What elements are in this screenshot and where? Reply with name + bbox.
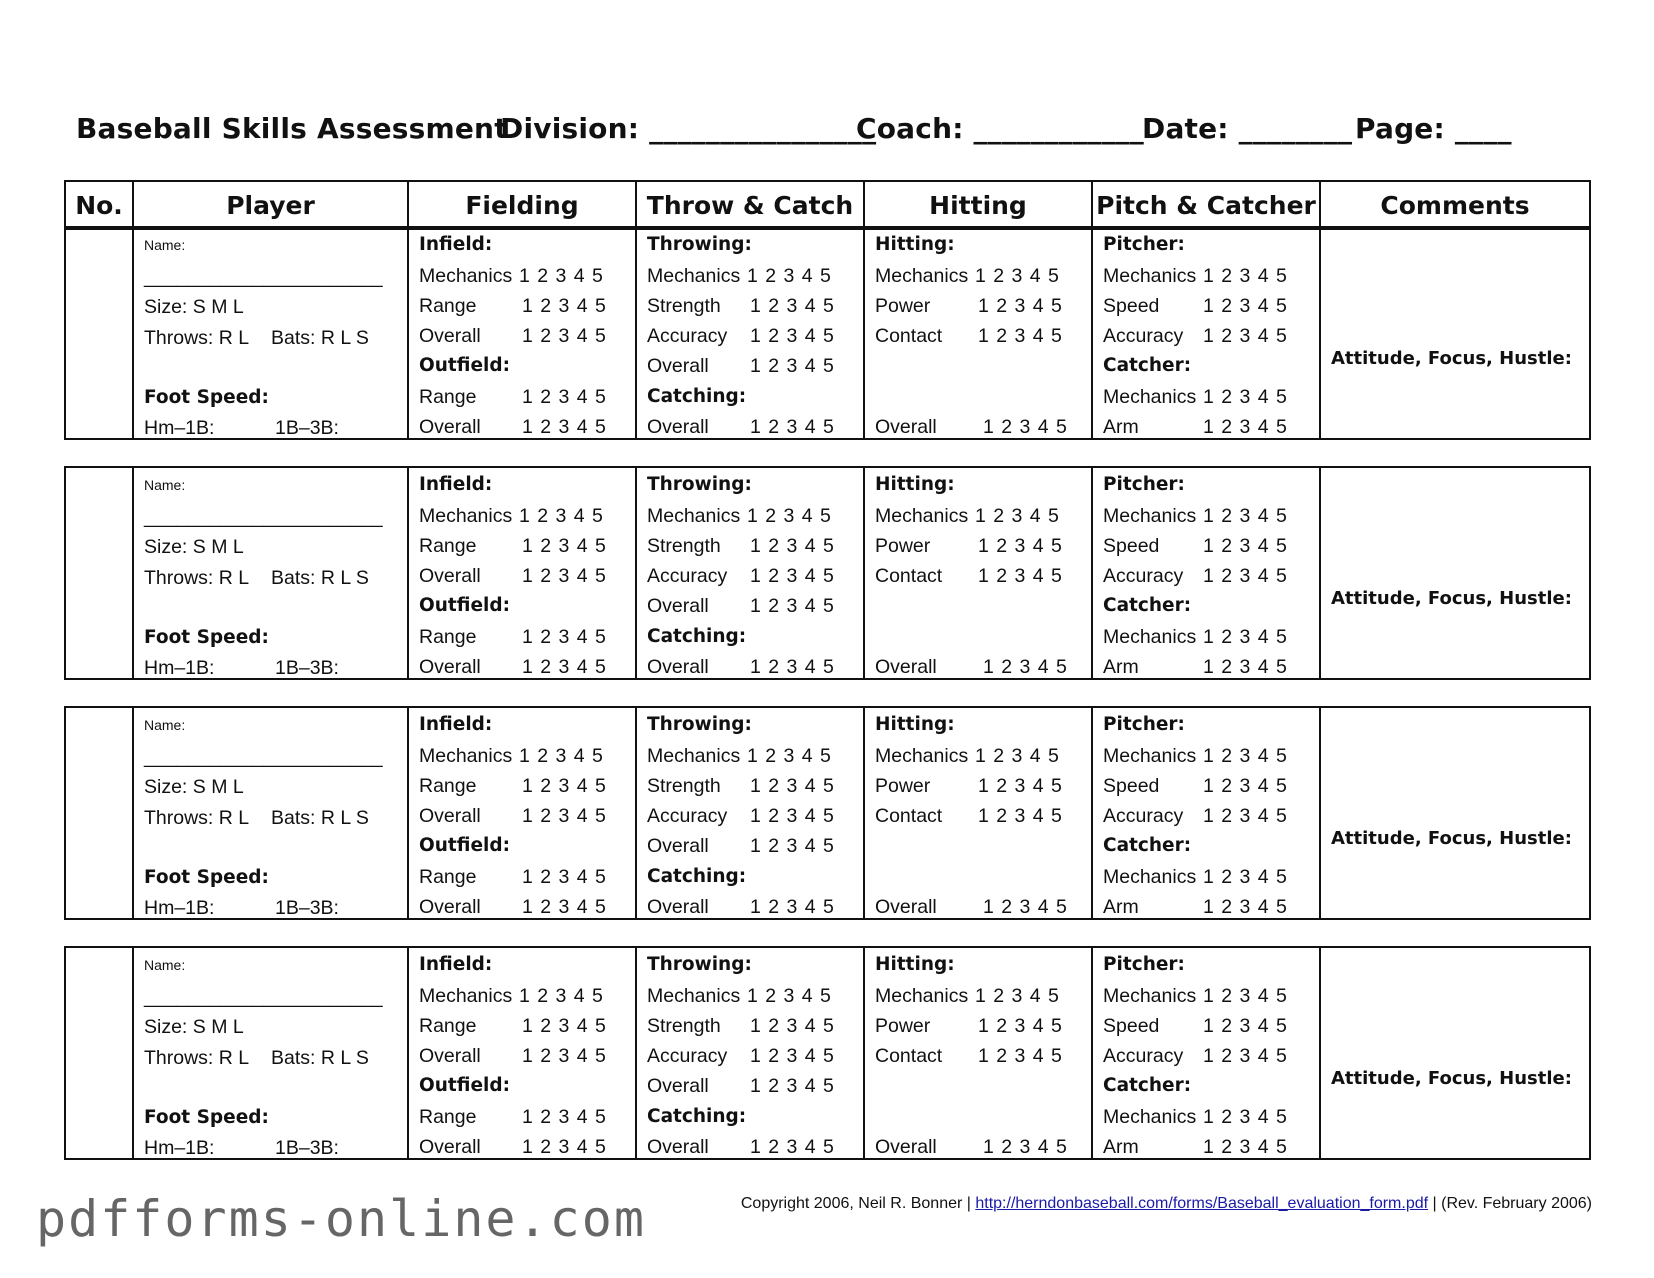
catcher-arm-label: Arm bbox=[1103, 656, 1139, 678]
attitude-focus-hustle-label: Attitude, Focus, Hustle: bbox=[1331, 1068, 1572, 1089]
throws-options[interactable]: Throws: R L bbox=[144, 567, 250, 589]
pitcher-accuracy-label: Accuracy bbox=[1103, 805, 1184, 827]
pitcher-accuracy-rating[interactable]: 1 2 3 4 5 bbox=[1203, 1045, 1288, 1067]
infield-range-rating[interactable]: 1 2 3 4 5 bbox=[522, 1015, 607, 1037]
throwing-label: Throwing: bbox=[647, 234, 752, 255]
player-number-cell[interactable] bbox=[65, 227, 133, 439]
hitting-mechanics-label: Mechanics bbox=[875, 265, 969, 287]
hitting-mechanics-rating[interactable]: 1 2 3 4 5 bbox=[975, 505, 1060, 527]
catching-overall-rating[interactable]: 1 2 3 4 5 bbox=[750, 656, 835, 678]
catching-overall-rating[interactable]: 1 2 3 4 5 bbox=[750, 1136, 835, 1158]
name-label: Name: bbox=[144, 237, 186, 253]
size-options[interactable]: Size: S M L bbox=[144, 1016, 244, 1038]
col-player: Player bbox=[133, 181, 408, 229]
hitting-label: Hitting: bbox=[875, 474, 955, 495]
infield-range-label: Range bbox=[419, 295, 477, 317]
infield-label: Infield: bbox=[419, 954, 493, 975]
attitude-focus-hustle-label: Attitude, Focus, Hustle: bbox=[1331, 348, 1572, 369]
form-url-link[interactable]: http://herndonbaseball.com/forms/Baseball_evaluation_form.pdf bbox=[975, 1195, 1429, 1212]
hitting-cell bbox=[864, 947, 1092, 1159]
size-options[interactable]: Size: S M L bbox=[144, 776, 244, 798]
hitting-overall-rating[interactable]: 1 2 3 4 5 bbox=[983, 416, 1068, 438]
watermark: pdfforms-online.com bbox=[36, 1190, 646, 1248]
pitcher-label: Pitcher: bbox=[1103, 714, 1185, 735]
infield-overall-rating[interactable]: 1 2 3 4 5 bbox=[522, 325, 607, 347]
throwing-mechanics-rating[interactable]: 1 2 3 4 5 bbox=[747, 265, 832, 287]
footer bbox=[741, 1195, 1592, 1213]
name-input-line[interactable]: ______________________ bbox=[144, 986, 383, 1008]
pitch-catcher-cell bbox=[1092, 227, 1320, 439]
infield-mechanics-label: Mechanics bbox=[419, 505, 513, 527]
foot-speed-label: Foot Speed: bbox=[144, 1107, 269, 1128]
throwing-overall-rating[interactable]: 1 2 3 4 5 bbox=[750, 835, 835, 857]
player-info-cell bbox=[133, 707, 408, 919]
infield-mechanics-rating[interactable]: 1 2 3 4 5 bbox=[519, 265, 604, 287]
outfield-overall-label: Overall bbox=[419, 1136, 481, 1158]
hitting-contact-rating[interactable]: 1 2 3 4 5 bbox=[978, 325, 1063, 347]
name-input-line[interactable]: ______________________ bbox=[144, 746, 383, 768]
pitcher-label: Pitcher: bbox=[1103, 474, 1185, 495]
size-options[interactable]: Size: S M L bbox=[144, 296, 244, 318]
outfield-range-label: Range bbox=[419, 626, 477, 648]
throwing-strength-rating[interactable]: 1 2 3 4 5 bbox=[750, 1015, 835, 1037]
name-label: Name: bbox=[144, 477, 186, 493]
division-field[interactable]: Division: ________________ bbox=[500, 112, 877, 145]
hitting-overall-label: Overall bbox=[875, 416, 937, 438]
hitting-power-rating[interactable]: 1 2 3 4 5 bbox=[978, 1015, 1063, 1037]
throwing-strength-rating[interactable]: 1 2 3 4 5 bbox=[750, 535, 835, 557]
catching-label: Catching: bbox=[647, 386, 747, 407]
hitting-contact-label: Contact bbox=[875, 805, 943, 827]
catcher-arm-label: Arm bbox=[1103, 416, 1139, 438]
comments-cell[interactable] bbox=[1320, 947, 1590, 1159]
hm-1b-field[interactable]: Hm–1B: bbox=[144, 417, 215, 439]
catching-overall-label: Overall bbox=[647, 656, 709, 678]
catcher-mechanics-label: Mechanics bbox=[1103, 386, 1197, 408]
date-field[interactable]: Date: ________ bbox=[1142, 112, 1353, 145]
outfield-range-label: Range bbox=[419, 866, 477, 888]
infield-overall-rating[interactable]: 1 2 3 4 5 bbox=[522, 805, 607, 827]
hitting-contact-rating[interactable]: 1 2 3 4 5 bbox=[978, 805, 1063, 827]
throw-catch-cell bbox=[636, 467, 864, 679]
fielding-cell bbox=[408, 227, 636, 439]
pitch-catcher-cell bbox=[1092, 707, 1320, 919]
throwing-overall-rating[interactable]: 1 2 3 4 5 bbox=[750, 1075, 835, 1097]
throwing-mechanics-label: Mechanics bbox=[647, 505, 741, 527]
throwing-strength-rating[interactable]: 1 2 3 4 5 bbox=[750, 775, 835, 797]
pitch-catcher-cell bbox=[1092, 467, 1320, 679]
form-title: Baseball Skills Assessment bbox=[76, 112, 508, 145]
catcher-mechanics-rating[interactable]: 1 2 3 4 5 bbox=[1203, 386, 1288, 408]
size-options[interactable]: Size: S M L bbox=[144, 536, 244, 558]
pitch-catcher-cell bbox=[1092, 947, 1320, 1159]
pitcher-mechanics-label: Mechanics bbox=[1103, 745, 1197, 767]
col-comments: Comments bbox=[1320, 181, 1590, 229]
catcher-label: Catcher: bbox=[1103, 835, 1192, 856]
throwing-overall-label: Overall bbox=[647, 1075, 709, 1097]
catching-overall-rating[interactable]: 1 2 3 4 5 bbox=[750, 416, 835, 438]
throwing-overall-label: Overall bbox=[647, 355, 709, 377]
coach-field[interactable]: Coach: ____________ bbox=[856, 112, 1144, 145]
hitting-power-label: Power bbox=[875, 295, 931, 317]
hm-1b-field[interactable]: Hm–1B: bbox=[144, 1137, 215, 1159]
player-number-cell[interactable] bbox=[65, 947, 133, 1159]
infield-overall-label: Overall bbox=[419, 325, 481, 347]
infield-mechanics-rating[interactable]: 1 2 3 4 5 bbox=[519, 985, 604, 1007]
throwing-accuracy-label: Accuracy bbox=[647, 805, 728, 827]
infield-mechanics-label: Mechanics bbox=[419, 985, 513, 1007]
hitting-contact-label: Contact bbox=[875, 565, 943, 587]
catcher-mechanics-label: Mechanics bbox=[1103, 866, 1197, 888]
pitcher-mechanics-label: Mechanics bbox=[1103, 505, 1197, 527]
1b-3b-field[interactable]: 1B–3B: bbox=[275, 1137, 339, 1159]
pitcher-mechanics-label: Mechanics bbox=[1103, 985, 1197, 1007]
throwing-overall-rating[interactable]: 1 2 3 4 5 bbox=[750, 355, 835, 377]
catcher-arm-rating[interactable]: 1 2 3 4 5 bbox=[1203, 896, 1288, 918]
hitting-mechanics-label: Mechanics bbox=[875, 745, 969, 767]
form-header bbox=[76, 112, 1596, 152]
hitting-contact-rating[interactable]: 1 2 3 4 5 bbox=[978, 565, 1063, 587]
infield-range-label: Range bbox=[419, 535, 477, 557]
throws-options[interactable]: Throws: R L bbox=[144, 327, 250, 349]
infield-overall-rating[interactable]: 1 2 3 4 5 bbox=[522, 565, 607, 587]
name-input-line[interactable]: ______________________ bbox=[144, 266, 383, 288]
pitcher-accuracy-rating[interactable]: 1 2 3 4 5 bbox=[1203, 805, 1288, 827]
column-header-row bbox=[64, 180, 1591, 230]
page-field[interactable]: Page: ____ bbox=[1355, 112, 1512, 145]
fielding-cell bbox=[408, 947, 636, 1159]
outfield-label: Outfield: bbox=[419, 355, 510, 376]
pitcher-accuracy-rating[interactable]: 1 2 3 4 5 bbox=[1203, 325, 1288, 347]
infield-overall-label: Overall bbox=[419, 805, 481, 827]
throwing-accuracy-rating[interactable]: 1 2 3 4 5 bbox=[750, 565, 835, 587]
throw-catch-cell bbox=[636, 947, 864, 1159]
throwing-strength-label: Strength bbox=[647, 1015, 721, 1037]
outfield-overall-rating[interactable]: 1 2 3 4 5 bbox=[522, 896, 607, 918]
throwing-accuracy-label: Accuracy bbox=[647, 565, 728, 587]
player-assessment-block bbox=[64, 706, 1591, 920]
outfield-range-rating[interactable]: 1 2 3 4 5 bbox=[522, 386, 607, 408]
hitting-contact-label: Contact bbox=[875, 325, 943, 347]
hitting-cell bbox=[864, 467, 1092, 679]
catching-label: Catching: bbox=[647, 1106, 747, 1127]
catcher-label: Catcher: bbox=[1103, 1075, 1192, 1096]
throwing-overall-label: Overall bbox=[647, 835, 709, 857]
hitting-contact-label: Contact bbox=[875, 1045, 943, 1067]
infield-mechanics-label: Mechanics bbox=[419, 745, 513, 767]
comments-cell[interactable] bbox=[1320, 707, 1590, 919]
outfield-overall-label: Overall bbox=[419, 656, 481, 678]
pitcher-speed-label: Speed bbox=[1103, 1015, 1160, 1037]
attitude-focus-hustle-label: Attitude, Focus, Hustle: bbox=[1331, 588, 1572, 609]
player-info-cell bbox=[133, 227, 408, 439]
infield-overall-label: Overall bbox=[419, 1045, 481, 1067]
pitcher-accuracy-label: Accuracy bbox=[1103, 565, 1184, 587]
throwing-overall-rating[interactable]: 1 2 3 4 5 bbox=[750, 595, 835, 617]
catcher-mechanics-rating[interactable]: 1 2 3 4 5 bbox=[1203, 626, 1288, 648]
hitting-power-rating[interactable]: 1 2 3 4 5 bbox=[978, 775, 1063, 797]
outfield-overall-label: Overall bbox=[419, 416, 481, 438]
pitcher-mechanics-rating[interactable]: 1 2 3 4 5 bbox=[1203, 505, 1288, 527]
throwing-strength-rating[interactable]: 1 2 3 4 5 bbox=[750, 295, 835, 317]
player-assessment-block bbox=[64, 226, 1591, 440]
pitcher-speed-rating[interactable]: 1 2 3 4 5 bbox=[1203, 295, 1288, 317]
pitcher-mechanics-rating[interactable]: 1 2 3 4 5 bbox=[1203, 745, 1288, 767]
outfield-overall-label: Overall bbox=[419, 896, 481, 918]
pitcher-speed-rating[interactable]: 1 2 3 4 5 bbox=[1203, 535, 1288, 557]
outfield-range-label: Range bbox=[419, 386, 477, 408]
hitting-power-label: Power bbox=[875, 775, 931, 797]
catcher-mechanics-label: Mechanics bbox=[1103, 1106, 1197, 1128]
catching-overall-label: Overall bbox=[647, 896, 709, 918]
throwing-mechanics-rating[interactable]: 1 2 3 4 5 bbox=[747, 505, 832, 527]
hm-1b-field[interactable]: Hm–1B: bbox=[144, 657, 215, 679]
infield-label: Infield: bbox=[419, 474, 493, 495]
infield-range-rating[interactable]: 1 2 3 4 5 bbox=[522, 295, 607, 317]
catcher-mechanics-label: Mechanics bbox=[1103, 626, 1197, 648]
catching-label: Catching: bbox=[647, 866, 747, 887]
throwing-accuracy-label: Accuracy bbox=[647, 325, 728, 347]
col-throw-catch: Throw & Catch bbox=[636, 181, 864, 229]
outfield-label: Outfield: bbox=[419, 595, 510, 616]
hitting-power-label: Power bbox=[875, 535, 931, 557]
attitude-focus-hustle-label: Attitude, Focus, Hustle: bbox=[1331, 828, 1572, 849]
hitting-power-label: Power bbox=[875, 1015, 931, 1037]
pitcher-accuracy-label: Accuracy bbox=[1103, 325, 1184, 347]
pitcher-mechanics-rating[interactable]: 1 2 3 4 5 bbox=[1203, 985, 1288, 1007]
throws-options[interactable]: Throws: R L bbox=[144, 1047, 250, 1069]
copyright-text: Copyright 2006, Neil R. Bonner | bbox=[740, 1195, 976, 1212]
throwing-label: Throwing: bbox=[647, 954, 752, 975]
outfield-label: Outfield: bbox=[419, 1075, 510, 1096]
hitting-mechanics-rating[interactable]: 1 2 3 4 5 bbox=[975, 265, 1060, 287]
hitting-overall-label: Overall bbox=[875, 896, 937, 918]
throwing-strength-label: Strength bbox=[647, 295, 721, 317]
catcher-mechanics-rating[interactable]: 1 2 3 4 5 bbox=[1203, 866, 1288, 888]
bats-options[interactable]: Bats: R L S bbox=[271, 327, 369, 349]
infield-mechanics-rating[interactable]: 1 2 3 4 5 bbox=[519, 505, 604, 527]
infield-label: Infield: bbox=[419, 714, 493, 735]
catcher-mechanics-rating[interactable]: 1 2 3 4 5 bbox=[1203, 1106, 1288, 1128]
throwing-accuracy-rating[interactable]: 1 2 3 4 5 bbox=[750, 805, 835, 827]
col-hitting: Hitting bbox=[864, 181, 1092, 229]
infield-range-rating[interactable]: 1 2 3 4 5 bbox=[522, 535, 607, 557]
fielding-cell bbox=[408, 707, 636, 919]
hitting-label: Hitting: bbox=[875, 714, 955, 735]
hitting-overall-rating[interactable]: 1 2 3 4 5 bbox=[983, 1136, 1068, 1158]
hitting-overall-label: Overall bbox=[875, 656, 937, 678]
player-info-cell bbox=[133, 467, 408, 679]
pitcher-label: Pitcher: bbox=[1103, 234, 1185, 255]
hitting-mechanics-label: Mechanics bbox=[875, 985, 969, 1007]
pitcher-speed-label: Speed bbox=[1103, 295, 1160, 317]
pitcher-label: Pitcher: bbox=[1103, 954, 1185, 975]
pitcher-speed-label: Speed bbox=[1103, 775, 1160, 797]
catcher-label: Catcher: bbox=[1103, 355, 1192, 376]
throwing-mechanics-label: Mechanics bbox=[647, 745, 741, 767]
outfield-overall-rating[interactable]: 1 2 3 4 5 bbox=[522, 416, 607, 438]
outfield-overall-rating[interactable]: 1 2 3 4 5 bbox=[522, 656, 607, 678]
throwing-mechanics-rating[interactable]: 1 2 3 4 5 bbox=[747, 985, 832, 1007]
throwing-accuracy-rating[interactable]: 1 2 3 4 5 bbox=[750, 325, 835, 347]
pitcher-accuracy-rating[interactable]: 1 2 3 4 5 bbox=[1203, 565, 1288, 587]
catcher-arm-rating[interactable]: 1 2 3 4 5 bbox=[1203, 1136, 1288, 1158]
col-pitch-catcher: Pitch & Catcher bbox=[1092, 181, 1320, 229]
infield-overall-rating[interactable]: 1 2 3 4 5 bbox=[522, 1045, 607, 1067]
throw-catch-cell bbox=[636, 227, 864, 439]
catcher-arm-rating[interactable]: 1 2 3 4 5 bbox=[1203, 416, 1288, 438]
name-label: Name: bbox=[144, 957, 186, 973]
foot-speed-label: Foot Speed: bbox=[144, 867, 269, 888]
hitting-power-rating[interactable]: 1 2 3 4 5 bbox=[978, 295, 1063, 317]
hitting-label: Hitting: bbox=[875, 234, 955, 255]
hitting-cell bbox=[864, 227, 1092, 439]
catching-label: Catching: bbox=[647, 626, 747, 647]
infield-mechanics-label: Mechanics bbox=[419, 265, 513, 287]
outfield-range-label: Range bbox=[419, 1106, 477, 1128]
outfield-range-rating[interactable]: 1 2 3 4 5 bbox=[522, 866, 607, 888]
player-assessment-block bbox=[64, 946, 1591, 1160]
hitting-power-rating[interactable]: 1 2 3 4 5 bbox=[978, 535, 1063, 557]
infield-range-label: Range bbox=[419, 1015, 477, 1037]
hitting-contact-rating[interactable]: 1 2 3 4 5 bbox=[978, 1045, 1063, 1067]
outfield-range-rating[interactable]: 1 2 3 4 5 bbox=[522, 626, 607, 648]
infield-range-rating[interactable]: 1 2 3 4 5 bbox=[522, 775, 607, 797]
player-assessment-block bbox=[64, 466, 1591, 680]
throwing-strength-label: Strength bbox=[647, 775, 721, 797]
hitting-overall-rating[interactable]: 1 2 3 4 5 bbox=[983, 896, 1068, 918]
catcher-arm-label: Arm bbox=[1103, 896, 1139, 918]
hitting-mechanics-rating[interactable]: 1 2 3 4 5 bbox=[975, 745, 1060, 767]
hitting-overall-label: Overall bbox=[875, 1136, 937, 1158]
outfield-overall-rating[interactable]: 1 2 3 4 5 bbox=[522, 1136, 607, 1158]
name-input-line[interactable]: ______________________ bbox=[144, 506, 383, 528]
catcher-arm-label: Arm bbox=[1103, 1136, 1139, 1158]
infield-range-label: Range bbox=[419, 775, 477, 797]
hitting-overall-rating[interactable]: 1 2 3 4 5 bbox=[983, 656, 1068, 678]
name-label: Name: bbox=[144, 717, 186, 733]
col-fielding: Fielding bbox=[408, 181, 636, 229]
infield-label: Infield: bbox=[419, 234, 493, 255]
comments-cell[interactable] bbox=[1320, 467, 1590, 679]
bats-options[interactable]: Bats: R L S bbox=[271, 807, 369, 829]
bats-options[interactable]: Bats: R L S bbox=[271, 1047, 369, 1069]
throwing-label: Throwing: bbox=[647, 474, 752, 495]
foot-speed-label: Foot Speed: bbox=[144, 627, 269, 648]
outfield-label: Outfield: bbox=[419, 835, 510, 856]
throws-options[interactable]: Throws: R L bbox=[144, 807, 250, 829]
player-info-cell bbox=[133, 947, 408, 1159]
pitcher-speed-rating[interactable]: 1 2 3 4 5 bbox=[1203, 1015, 1288, 1037]
throwing-accuracy-label: Accuracy bbox=[647, 1045, 728, 1067]
fielding-cell bbox=[408, 467, 636, 679]
throw-catch-cell bbox=[636, 707, 864, 919]
hitting-mechanics-rating[interactable]: 1 2 3 4 5 bbox=[975, 985, 1060, 1007]
infield-overall-label: Overall bbox=[419, 565, 481, 587]
catching-overall-label: Overall bbox=[647, 416, 709, 438]
foot-speed-label: Foot Speed: bbox=[144, 387, 269, 408]
comments-cell[interactable] bbox=[1320, 227, 1590, 439]
throwing-accuracy-rating[interactable]: 1 2 3 4 5 bbox=[750, 1045, 835, 1067]
pitcher-speed-rating[interactable]: 1 2 3 4 5 bbox=[1203, 775, 1288, 797]
1b-3b-field[interactable]: 1B–3B: bbox=[275, 417, 339, 439]
bats-options[interactable]: Bats: R L S bbox=[271, 567, 369, 589]
throwing-mechanics-label: Mechanics bbox=[647, 265, 741, 287]
col-no: No. bbox=[65, 181, 133, 229]
catching-overall-rating[interactable]: 1 2 3 4 5 bbox=[750, 896, 835, 918]
player-number-cell[interactable] bbox=[65, 707, 133, 919]
catcher-label: Catcher: bbox=[1103, 595, 1192, 616]
throwing-overall-label: Overall bbox=[647, 595, 709, 617]
catcher-arm-rating[interactable]: 1 2 3 4 5 bbox=[1203, 656, 1288, 678]
throwing-label: Throwing: bbox=[647, 714, 752, 735]
hitting-label: Hitting: bbox=[875, 954, 955, 975]
1b-3b-field[interactable]: 1B–3B: bbox=[275, 897, 339, 919]
hm-1b-field[interactable]: Hm–1B: bbox=[144, 897, 215, 919]
hitting-mechanics-label: Mechanics bbox=[875, 505, 969, 527]
pitcher-mechanics-rating[interactable]: 1 2 3 4 5 bbox=[1203, 265, 1288, 287]
revision-text: | (Rev. February 2006) bbox=[1428, 1195, 1592, 1212]
infield-mechanics-rating[interactable]: 1 2 3 4 5 bbox=[519, 745, 604, 767]
throwing-strength-label: Strength bbox=[647, 535, 721, 557]
throwing-mechanics-label: Mechanics bbox=[647, 985, 741, 1007]
hitting-cell bbox=[864, 707, 1092, 919]
pitcher-speed-label: Speed bbox=[1103, 535, 1160, 557]
catching-overall-label: Overall bbox=[647, 1136, 709, 1158]
pitcher-accuracy-label: Accuracy bbox=[1103, 1045, 1184, 1067]
throwing-mechanics-rating[interactable]: 1 2 3 4 5 bbox=[747, 745, 832, 767]
outfield-range-rating[interactable]: 1 2 3 4 5 bbox=[522, 1106, 607, 1128]
player-number-cell[interactable] bbox=[65, 467, 133, 679]
pitcher-mechanics-label: Mechanics bbox=[1103, 265, 1197, 287]
1b-3b-field[interactable]: 1B–3B: bbox=[275, 657, 339, 679]
